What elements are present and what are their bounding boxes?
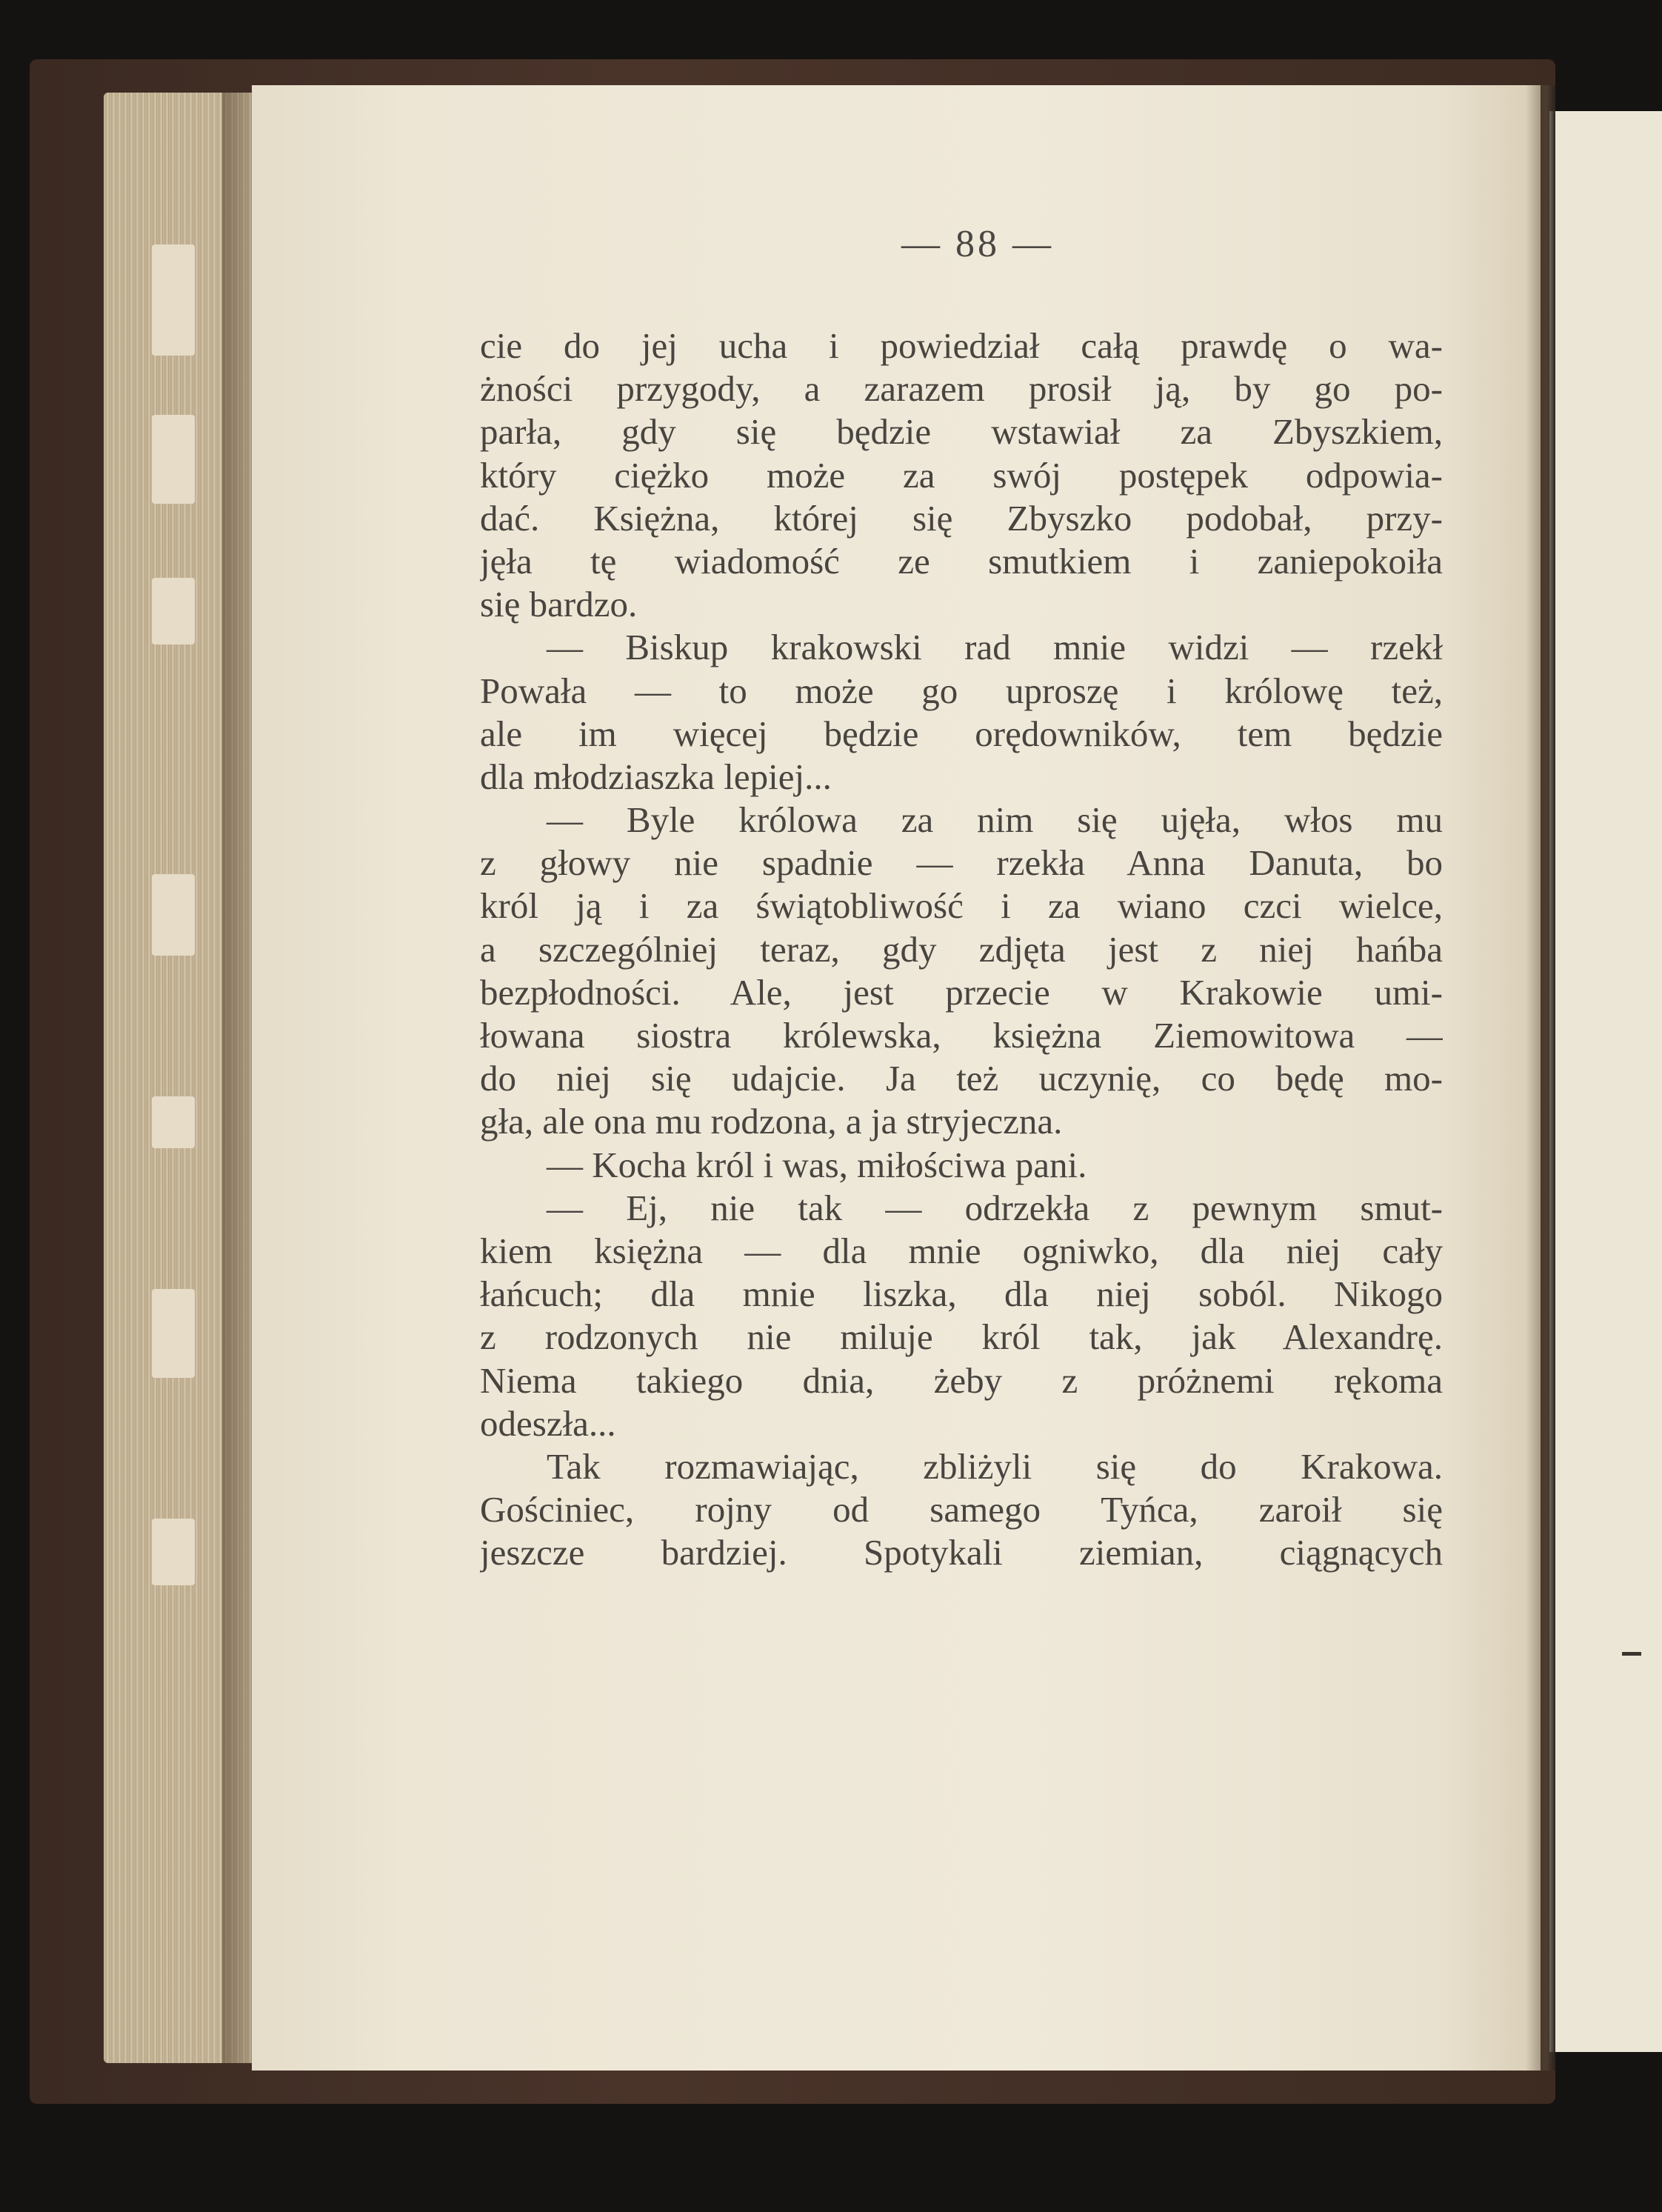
text-line: odeszła... bbox=[480, 1402, 616, 1444]
text-line: król ją i za świątobliwość i za wiano czci wielce, bbox=[480, 885, 1443, 927]
text-line: który ciężko może za swój postępek odpowia- bbox=[480, 454, 1443, 496]
paper-tab bbox=[152, 1519, 195, 1585]
page-gutter bbox=[1526, 85, 1555, 2071]
paper-tab bbox=[152, 1289, 195, 1378]
facing-page bbox=[1549, 111, 1662, 2052]
text-line: — Byle królowa za nim się ujęła, włos mu bbox=[547, 799, 1443, 841]
text-line: a szczególniej teraz, gdy zdjęta jest z niej hańba bbox=[480, 928, 1443, 970]
text-line: się bardzo. bbox=[480, 584, 638, 625]
text-line: z rodzonych nie miluje król tak, jak Alexandrę. bbox=[480, 1316, 1443, 1358]
text-line: dać. Księżna, której się Zbyszko podobał, przy- bbox=[480, 497, 1443, 539]
text-line: dla młodziaszka lepiej... bbox=[480, 756, 832, 797]
paper-tab bbox=[152, 1096, 195, 1148]
text-line: łańcuch; dla mnie liszka, dla niej soból. Nikogo bbox=[480, 1273, 1443, 1315]
text-line: kiem księżna — dla mnie ogniwko, dla niej cały bbox=[480, 1230, 1443, 1271]
text-line: żności przygody, a zarazem prosił ją, by go po- bbox=[480, 368, 1443, 410]
text-line: jeszcze bardziej. Spotykali ziemian, ciągnących bbox=[480, 1532, 1443, 1573]
paper-tab bbox=[152, 874, 195, 956]
text-line: Niema takiego dnia, żeby z próżnemi rękoma bbox=[480, 1359, 1443, 1401]
text-line: jęła tę wiadomość ze smutkiem i zaniepokoiła bbox=[480, 540, 1443, 582]
paper-tab bbox=[152, 578, 195, 644]
text-line: ale im więcej będzie orędowników, tem będzie bbox=[480, 713, 1443, 754]
text-line: Gościniec, rojny od samego Tyńca, zaroił się bbox=[480, 1489, 1443, 1530]
text-line: — Biskup krakowski rad mnie widzi — rzekł bbox=[547, 627, 1443, 668]
page-text bbox=[480, 324, 1443, 1574]
text-line: do niej się udajcie. Ja też uczynię, co będę mo- bbox=[480, 1058, 1443, 1099]
text-line: — Kocha król i was, miłościwa pani. bbox=[547, 1144, 1087, 1185]
text-line: łowana siostra królewska, księżna Ziemowitowa — bbox=[480, 1015, 1443, 1056]
text-line: Powała — to może go uproszę i królowę też, bbox=[480, 670, 1443, 711]
text-line: gła, ale ona mu rodzona, a ja stryjeczna. bbox=[480, 1101, 1063, 1142]
text-line: Tak rozmawiając, zbliżyli się do Krakowa. bbox=[547, 1445, 1443, 1487]
paper-tab bbox=[152, 415, 195, 504]
facing-page-mark bbox=[1622, 1652, 1641, 1656]
text-line: bezpłodności. Ale, jest przecie w Krakowie umi- bbox=[480, 971, 1443, 1013]
page-number: — 88 — bbox=[901, 223, 1054, 265]
text-line: z głowy nie spadnie — rzekła Anna Danuta, bo bbox=[480, 842, 1443, 884]
text-line: — Ej, nie tak — odrzekła z pewnym smut- bbox=[547, 1187, 1443, 1228]
text-line: cie do jej ucha i powiedział całą prawdę o wa- bbox=[480, 325, 1443, 366]
text-line: parła, gdy się będzie wstawiał za Zbyszkiem, bbox=[480, 411, 1443, 453]
